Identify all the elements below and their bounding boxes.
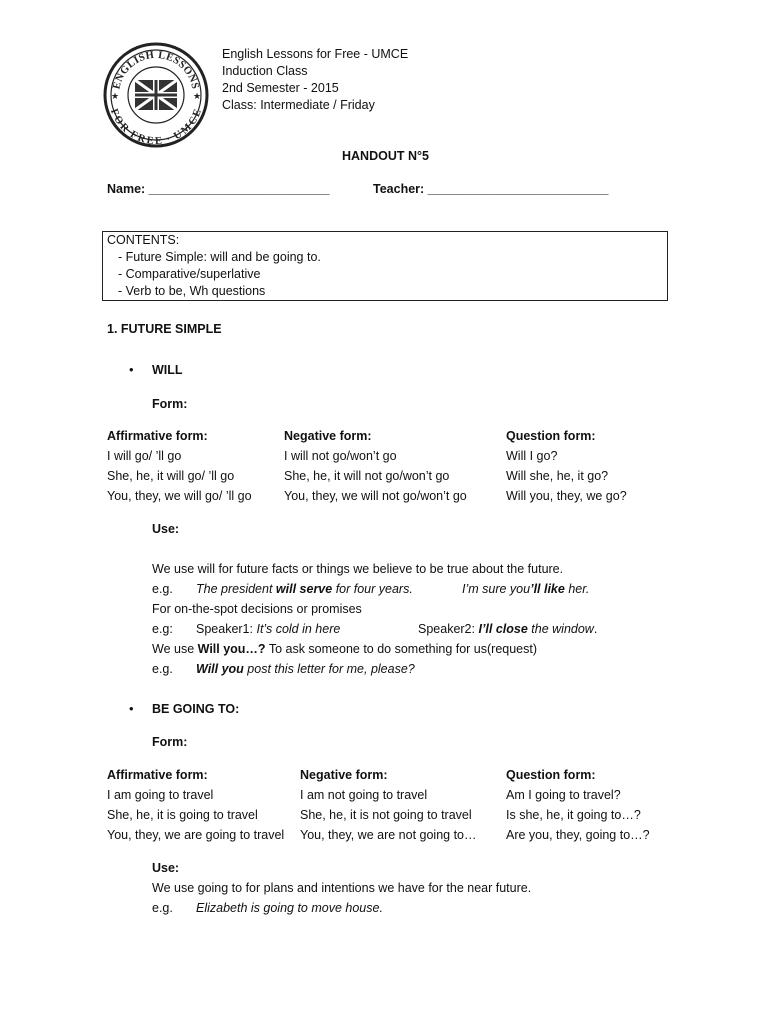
going-affirmative-row: You, they, we are going to travel — [107, 828, 285, 842]
header-school: English Lessons for Free - UMCE — [222, 47, 409, 61]
going-affirmative-row: She, he, it is going to travel — [107, 808, 258, 822]
contents-heading: CONTENTS: — [107, 233, 180, 247]
going-example: Elizabeth is going to move house. — [196, 901, 383, 915]
will-affirmative-row: You, they, we will go/ ’ll go — [107, 489, 252, 503]
will-negative-row: I will not go/won’t go — [284, 449, 397, 463]
will-example-like: I’m sure you’ll like her. — [462, 582, 590, 596]
going-question-row: Am I going to travel? — [506, 788, 621, 802]
will-eg-label: e.g: — [152, 622, 173, 636]
going-negative-header: Negative form: — [300, 768, 388, 782]
going-use-label: Use: — [152, 861, 180, 875]
flag-icon — [135, 80, 177, 110]
header-semester: 2nd Semester - 2015 — [222, 81, 339, 95]
will-use-decisions: For on-the-spot decisions or promises — [152, 602, 362, 616]
going-heading: BE GOING TO: — [152, 702, 240, 716]
will-use-facts: We use will for future facts or things we believe to be true about the future. — [152, 562, 564, 576]
will-affirmative-header: Affirmative form: — [107, 429, 208, 443]
svg-text:FOR FREE · UMCE — [108, 107, 204, 147]
will-negative-header: Negative form: — [284, 429, 372, 443]
section-future-simple: 1. FUTURE SIMPLE — [107, 322, 222, 336]
contents-item: - Verb to be, Wh questions — [118, 284, 266, 298]
will-affirmative-row: She, he, it will go/ ’ll go — [107, 469, 235, 483]
teacher-field-label: Teacher: __________________________ — [373, 182, 609, 196]
will-negative-row: She, he, it will not go/won’t go — [284, 469, 450, 483]
english-lessons-logo — [103, 42, 209, 148]
contents-item: - Comparative/superlative — [118, 267, 261, 281]
going-affirmative-header: Affirmative form: — [107, 768, 208, 782]
will-use-label: Use: — [152, 522, 180, 536]
going-negative-row: You, they, we are not going to… — [300, 828, 477, 842]
going-affirmative-row: I am going to travel — [107, 788, 214, 802]
bullet-icon: • — [129, 701, 134, 716]
going-negative-row: She, he, it is not going to travel — [300, 808, 472, 822]
header-class-level: Class: Intermediate / Friday — [222, 98, 375, 112]
will-example-speaker2: Speaker2: I’ll close the window. — [418, 622, 598, 636]
will-negative-row: You, they, we will not go/won’t go — [284, 489, 467, 503]
will-example-president: The president will serve for four years. — [196, 582, 413, 596]
will-eg-label: e.g. — [152, 582, 173, 596]
going-form-label: Form: — [152, 735, 188, 749]
going-question-row: Is she, he, it going to…? — [506, 808, 641, 822]
will-question-row: Will you, they, we go? — [506, 489, 627, 503]
will-affirmative-row: I will go/ ’ll go — [107, 449, 182, 463]
will-form-label: Form: — [152, 397, 188, 411]
name-field-label: Name: __________________________ — [107, 182, 330, 196]
going-eg-label: e.g. — [152, 901, 173, 915]
going-negative-row: I am not going to travel — [300, 788, 428, 802]
will-example-request: Will you post this letter for me, please? — [196, 662, 415, 676]
will-example-speaker1: Speaker1: It’s cold in here — [196, 622, 341, 636]
page-title: HANDOUT N°5 — [342, 149, 429, 163]
going-question-header: Question form: — [506, 768, 596, 782]
going-use-plans: We use going to for plans and intentions we have for the near future. — [152, 881, 532, 895]
logo-bottom-text: FOR FREE · UMCE — [107, 107, 205, 148]
star-icon: ★ — [111, 91, 120, 101]
logo-top-text: ENGLISH LESSONS — [111, 49, 201, 91]
going-question-row: Are you, they, going to…? — [506, 828, 650, 842]
bullet-icon: • — [129, 362, 134, 377]
will-question-row: Will I go? — [506, 449, 558, 463]
will-question-header: Question form: — [506, 429, 596, 443]
star-icon: ★ — [193, 91, 202, 101]
header-class-type: Induction Class — [222, 64, 308, 78]
contents-item: - Future Simple: will and be going to. — [118, 250, 321, 264]
will-heading: WILL — [152, 363, 183, 377]
will-use-request: We use Will you…? To ask someone to do something for us(request) — [152, 642, 538, 656]
will-eg-label: e.g. — [152, 662, 173, 676]
will-question-row: Will she, he, it go? — [506, 469, 609, 483]
